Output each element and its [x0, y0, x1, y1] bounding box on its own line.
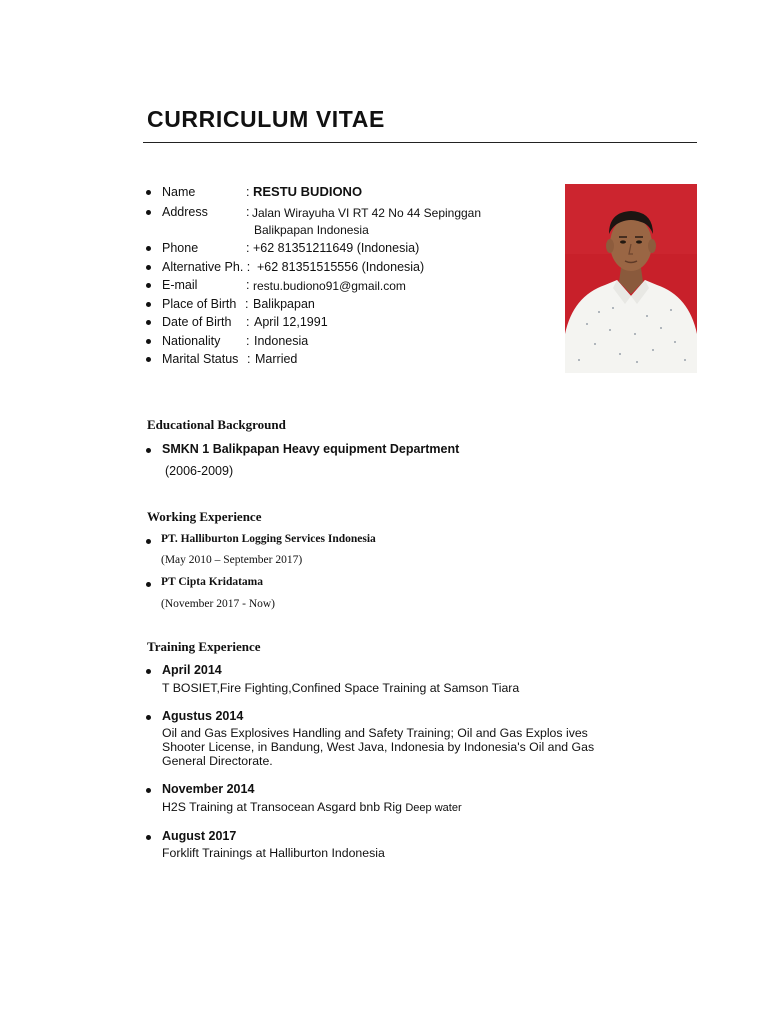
title-divider: [143, 142, 697, 143]
name-label: Name: [162, 185, 196, 199]
date-of-birth-separator: :: [246, 315, 250, 329]
marital-status-value: Married: [255, 352, 298, 366]
education-heading: Educational Background: [147, 417, 286, 432]
email-label: E-mail: [162, 278, 198, 292]
address-value-line2: Balikpapan Indonesia: [254, 223, 369, 237]
bullet-icon: [146, 715, 151, 720]
place-of-birth-separator: :: [245, 297, 249, 311]
bullet-icon: [146, 788, 151, 793]
work-dates: (May 2010 – September 2017): [161, 554, 303, 566]
bullet-icon: [146, 302, 151, 307]
alt-phone-value: +62 81351515556 (Indonesia): [257, 260, 425, 274]
profile-photo: [565, 184, 697, 373]
training-description-line: Oil and Gas Explosives Handling and Safety Training; Oil and Gas Explos ives: [162, 726, 588, 740]
bullet-icon: [146, 190, 151, 195]
address-separator: :: [246, 205, 250, 219]
training-description: [162, 800, 462, 816]
training-date: April 2014: [162, 663, 222, 677]
training-description-line: Shooter License, in Bandung, West Java, Indonesia by Indonesia's Oil and Gas: [162, 740, 595, 754]
training-date: November 2014: [162, 782, 255, 796]
address-value-line1: Jalan Wirayuha VI RT 42 No 44 Sepinggan: [252, 206, 482, 220]
address-label: Address: [162, 205, 208, 219]
marital-status-separator: :: [247, 352, 251, 366]
email-separator: :: [246, 278, 250, 292]
bullet-icon: [146, 539, 151, 544]
training-description-line: General Directorate.: [162, 754, 273, 768]
bullet-icon: [146, 357, 151, 362]
training-heading: Training Experience: [147, 639, 261, 654]
bullet-icon: [146, 265, 151, 270]
work-company: PT. Halliburton Logging Services Indonesia: [161, 533, 376, 545]
training-date: August 2017: [162, 829, 237, 843]
name-separator: :: [246, 185, 250, 199]
place-of-birth-value: Balikpapan: [253, 297, 315, 311]
work-heading: Working Experience: [147, 509, 262, 524]
phone-separator: :: [246, 241, 250, 255]
bullet-icon: [146, 283, 151, 288]
bullet-icon: [146, 320, 151, 325]
work-dates: (November 2017 - Now): [161, 598, 276, 610]
phone-label: Phone: [162, 241, 199, 255]
name-value: RESTU BUDIONO: [253, 184, 363, 199]
nationality-label: Nationality: [162, 334, 221, 348]
education-school: SMKN 1 Balikpapan Heavy equipment Department: [162, 442, 460, 456]
email-value: restu.budiono91@gmail.com: [253, 279, 406, 293]
nationality-separator: :: [246, 334, 250, 348]
alt-phone-label: Alternative Ph. :: [162, 260, 251, 274]
nationality-value: Indonesia: [254, 334, 309, 348]
portrait-illustration: [565, 184, 697, 373]
education-years: (2006-2009): [165, 464, 234, 478]
bullet-icon: [146, 582, 151, 587]
bullet-icon: [146, 669, 151, 674]
bullet-icon: [146, 246, 151, 251]
bullet-icon: [146, 835, 151, 840]
training-date: Agustus 2014: [162, 709, 244, 723]
training-description: T BOSIET,Fire Fighting,Confined Space Training at Samson Tiara: [162, 681, 520, 695]
document-title: CURRICULUM VITAE: [147, 106, 385, 132]
training-description: Forklift Trainings at Halliburton Indonesia: [162, 846, 385, 860]
training-description-suffix: Deep water: [405, 802, 462, 814]
place-of-birth-label: Place of Birth: [162, 297, 237, 311]
work-company: PT Cipta Kridatama: [161, 576, 264, 588]
marital-status-label: Marital Status: [162, 352, 239, 366]
date-of-birth-label: Date of Birth: [162, 315, 232, 329]
date-of-birth-value: April 12,1991: [254, 315, 328, 329]
phone-value: +62 81351211649 (Indonesia): [253, 241, 420, 255]
bullet-icon: [146, 210, 151, 215]
bullet-icon: [146, 339, 151, 344]
training-description-text: H2S Training at Transocean Asgard bnb Rig: [162, 800, 402, 814]
bullet-icon: [146, 448, 151, 453]
